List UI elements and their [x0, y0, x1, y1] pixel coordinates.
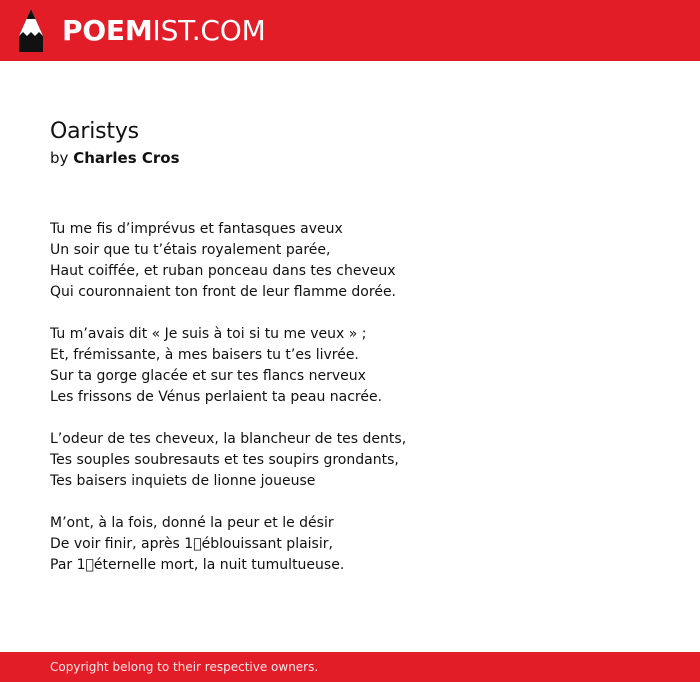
byline-prefix: by: [50, 149, 69, 167]
poem-line: L’odeur de tes cheveux, la blancheur de tes dents,: [50, 431, 407, 447]
poem-heading-section: [50, 116, 650, 168]
stanza-3: [50, 429, 610, 492]
brand-name-bold: POEM: [62, 14, 153, 47]
poem-line: Tes souples soubresauts et tes soupirs grondants,: [50, 452, 399, 468]
poem-line: Par 1 éternelle mort, la nuit tumultueuse.: [50, 557, 345, 573]
poem-line: Tu m’avais dit « Je suis à toi si tu me veux » ;: [50, 326, 367, 342]
pencil-icon: [16, 8, 46, 53]
brand-name-light: IST.COM: [152, 14, 266, 47]
poem-line: Tes baisers inquiets de lionne joueuse: [50, 473, 316, 489]
poem-line: Qui couronnaient ton front de leur flamme dorée.: [50, 284, 397, 300]
poem-title: Oaristys: [50, 119, 139, 144]
poem-line: Tu me fis d’imprévus et fantasques aveux: [50, 221, 343, 237]
poem-byline: [50, 148, 650, 168]
stanza-2: [50, 324, 610, 408]
site-logo-link[interactable]: [16, 8, 266, 53]
poem-line: Un soir que tu t’étais royalement parée,: [50, 242, 331, 258]
poem-line: Les frissons de Vénus perlaient ta peau nacrée.: [50, 389, 383, 405]
poem-line: Haut coiffée, et ruban ponceau dans tes cheveux: [50, 263, 396, 279]
poem-line: De voir finir, après 1 éblouissant plaisir,: [50, 536, 333, 552]
poem-line: Sur ta gorge glacée et sur tes flancs nerveux: [50, 368, 366, 384]
poem-text: [50, 219, 610, 597]
stanza-4: [50, 513, 610, 576]
copyright-text: Copyright belong to their respective owners.: [50, 660, 319, 674]
poem-line: M’ont, à la fois, donné la peur et le désir: [50, 515, 334, 531]
site-footer: [0, 652, 700, 682]
brand-name: [62, 8, 266, 53]
stanza-1: [50, 219, 610, 303]
site-header: [0, 0, 700, 61]
poem-author: Charles Cros: [73, 149, 180, 167]
poem-line: Et, frémissante, à mes baisers tu t’es livrée.: [50, 347, 359, 363]
